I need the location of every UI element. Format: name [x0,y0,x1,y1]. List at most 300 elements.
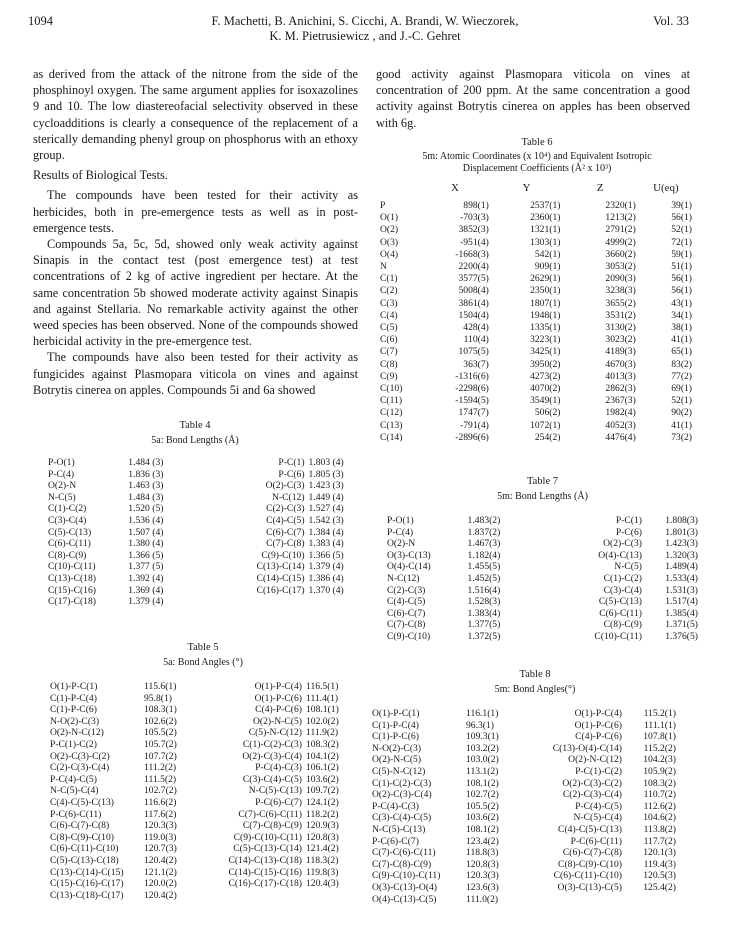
table-caption-line-2: Displacement Coefficients (Å² x 10³) [462,163,612,174]
table-cell: O(1)-P-C(4) [574,708,622,719]
author-line [160,14,570,44]
table-cell: 38(1) [671,322,692,334]
table-cell: 4052(3) [605,419,636,431]
table-cell: C(2)-C(3) [266,503,305,515]
table-cell: C(13)-C(18)-C(17) [50,889,124,901]
table-cell: 1.320(3) [665,549,698,561]
table-cell: 506(2) [534,407,561,419]
table-row [378,298,694,310]
table-cell: C(15)-C(16) [48,584,96,596]
table-cell: P-C(1)-C(2) [50,738,97,750]
table-row [46,457,350,469]
table-row [378,322,694,334]
table-cell: 125.4(2) [643,881,676,893]
table-cell: 2862(3) [605,383,636,395]
table-cell: C(2)-C(3) [387,584,426,596]
table-cell: N [380,261,387,273]
table-cell: 108.3(1) [144,704,177,716]
table-cell: 3023(2) [605,334,636,346]
table-cell: C(13)-C(18) [48,572,96,584]
table-cell: 110.7(2) [643,789,676,801]
table-cell: C(6)-C(11)-C(10) [553,870,622,882]
table-cell: O(3)-C(13) [387,549,431,561]
table-cell: C(6)-C(7)-C(8) [562,847,622,859]
table-cell: 3223(1) [530,334,561,346]
table-cell: 95.8(1) [144,692,172,704]
table-cell: 1.449 (4) [308,491,344,503]
table-cell: 72(1) [671,236,692,248]
table-cell: 109.7(2) [306,785,339,797]
table-cell: 3861(4) [458,297,489,309]
table-cell: O(2)-C(3)-C(4) [242,750,302,762]
table-row [46,515,350,527]
table-cell: P-C(6)-C(11) [570,835,622,847]
table-cell: 41(1) [671,334,692,346]
table-row [378,359,694,371]
table-cell: C(10)-C(11) [48,561,96,573]
table-cell: C(4)-C(5) [387,596,426,608]
table-cell: P-C(6) [278,468,305,480]
table-row [46,538,350,550]
table-cell: 118.8(3) [466,847,499,859]
table-cell: 1.484 (3) [128,491,164,503]
table-cell: 4273(2) [530,370,561,382]
table-row [370,731,678,743]
table-cell: O(1)-P-C(6) [574,719,622,731]
table-cell: -951(4) [460,236,489,248]
table-cell: P-C(6)-C(7) [255,796,302,808]
table-cell: N-C(5)-C(4) [50,785,99,797]
table-cell: -703(3) [460,212,489,224]
table-cell: N-C(5)-C(13) [248,785,302,797]
table-cell: 1504(4) [458,309,489,321]
table-cell: 2367(3) [605,395,636,407]
table-cell: C(7)-C(8)-C(9) [372,858,432,870]
table-cell: C(3)-C(4)-C(5) [242,773,302,785]
table-cell: 113.1(2) [466,765,499,777]
table-cell: 4670(3) [605,358,636,370]
table-cell: 102.7(2) [144,785,177,797]
table-row [48,878,352,890]
table-cell: 1.366 (5) [308,549,344,561]
table-cell: 118.3(2) [306,854,339,866]
table-cell: 1.423(3) [665,538,698,550]
table-cell: 111.1(1) [643,719,676,731]
table-cell: O(2)-C(3)-C(4) [372,789,432,801]
table-cell: 1.379 (4) [308,561,344,573]
table-cell: 1.377 (5) [128,561,164,573]
table-cell: 119.0(3) [144,831,177,843]
table-cell: C(7) [380,346,398,358]
table-cell: 111.2(2) [144,762,177,774]
table-cell: O(3)-C(13)-C(5) [557,881,622,893]
table-cell: 1.376(5) [665,630,698,642]
table-7 [385,475,700,643]
table-cell: 115.6(1) [144,681,177,692]
table-cell: 4999(2) [605,236,636,248]
table-cell: 109.3(1) [466,731,499,743]
table-cell: C(13) [380,419,403,431]
table-cell: 3852(3) [458,224,489,236]
table-cell: O(4) [380,248,399,260]
table-cell: 3950(2) [530,358,561,370]
table-cell: C(1)-C(2)-C(3) [242,738,302,750]
table-cell: 1.528(3) [467,596,501,608]
table-cell: N-C(5) [614,561,642,573]
table-cell: C(13)-C(14) [256,561,305,573]
table-cell: C(5)-C(13) [48,526,92,538]
table-cell: 103.2(2) [466,742,499,754]
table-cell: P-C(4) [387,526,414,538]
table-cell: C(1)-C(2) [603,572,642,584]
table-row [378,395,694,407]
table-row [385,561,700,573]
table-row [378,285,694,297]
table-cell: 112.6(2) [643,800,676,812]
data-table [385,515,700,643]
table-cell: O(2)-N-C(5) [372,754,422,766]
table-cell: 120.4(2) [144,889,177,901]
table-cell: 428(4) [463,322,489,334]
table-cell: C(6)-C(7)-C(8) [50,820,110,832]
table-cell: 1.384 (4) [308,526,344,538]
table-cell: N-O(2)-C(3) [50,715,100,727]
table-row [385,573,700,585]
table-cell [202,890,304,902]
table-cell: -2298(6) [455,383,489,395]
table-cell: 2360(1) [530,212,561,224]
table-cell: 108.1(1) [306,704,339,716]
table-row [385,538,700,550]
table-row [48,890,352,902]
table-cell: 4070(2) [530,383,561,395]
table-cell: O(3)-C(13)-O(4) [372,881,438,893]
table-cell: C(8) [380,358,398,370]
data-table [48,681,352,901]
table-cell: C(14)-C(13)-C(18) [228,854,302,866]
table-cell: C(5)-N-C(12) [372,765,426,777]
table-cell: C(10) [380,383,403,395]
table-cell: C(3)-C(4) [603,584,642,596]
table-row [48,774,352,786]
table-cell: 105.7(2) [144,738,177,750]
table-cell: P-C(1) [278,457,305,468]
table-cell: 1.386 (4) [308,572,344,584]
table-cell: 3549(1) [530,395,561,407]
left-column [33,66,358,398]
table-cell: 41(1) [671,419,692,431]
table-cell: 1.366 (5) [128,549,164,561]
table-cell: 2350(1) [530,285,561,297]
page-header [0,14,729,54]
table-cell: P-C(6)-C(7) [372,835,419,847]
table-caption: 5m: Bond Lengths (Å) [497,491,588,502]
table-cell: 898(1) [463,200,489,211]
table-cell: 1.383(4) [467,607,501,619]
table-cell: 1948(1) [530,309,561,321]
table-title: Table 6 [521,137,553,148]
table-cell: 1.377(5) [467,619,501,631]
table-cell: C(16)-C(17)-C(18) [228,878,302,890]
table-cell: 1213(2) [605,212,636,224]
table-cell: 120.4(3) [306,878,339,890]
table-cell: 542(1) [534,248,561,260]
table-row [48,693,352,705]
table-cell: O(2)-N [48,480,77,492]
table-cell: 3577(5) [458,273,489,285]
table-cell: 51(1) [671,261,692,273]
table-cell: C(9)-C(10)-C(11) [233,831,302,843]
table-cell: 1982(4) [605,407,636,419]
table-cell: 111.9(2) [306,727,339,739]
table-cell: C(11) [380,395,403,407]
table-cell: C(1) [380,273,398,285]
table-cell: 116.5(1) [306,681,339,692]
table-cell: 3660(2) [605,248,636,260]
table-cell: 1.484 (3) [128,457,164,468]
table-cell: 363(7) [463,358,489,370]
table-row [378,200,694,212]
table-row [46,596,350,608]
table-cell: 119.4(3) [643,858,676,870]
coordinates-table [378,181,694,444]
table-row [48,809,352,821]
table-cell: 3425(1) [530,346,561,358]
table-cell: 1.808(3) [665,515,698,526]
table-row [378,432,694,444]
paragraph: good activity against Plasmopara viticola on vines at concentration of 200 ppm. At the same concentration a good activity against Botrytis cinerea on apples has been observed with 6g. [376,67,690,130]
table-cell: P-C(6)-C(11) [50,808,102,820]
table-row [378,420,694,432]
table-cell [219,596,306,608]
table-cell: 105.5(2) [466,800,499,812]
table-row [48,843,352,855]
table-cell: 123.4(2) [466,835,499,847]
table-cell: C(6)-C(11)-C(10) [50,843,119,855]
table-cell: C(4)-P-C(6) [255,704,302,716]
table-8 [370,668,700,905]
column-header [378,181,419,200]
table-cell: 43(1) [671,297,692,309]
table-5 [48,641,358,901]
table-cell: C(1)-P-C(4) [50,692,97,704]
table-cell: 1.371(5) [665,619,698,631]
table-cell: 104.2(3) [643,754,676,766]
table-cell: C(4) [380,309,398,321]
table-cell: 96.3(1) [466,719,494,731]
table-cell: 119.8(3) [306,866,339,878]
table-cell: N-C(12) [387,572,420,584]
table-cell: 1.531(3) [665,584,698,596]
table-row [385,631,700,643]
table-cell: O(3) [380,236,399,248]
table-cell: 1.489(4) [665,561,698,573]
table-cell: N-C(12) [272,491,305,503]
table-row [48,797,352,809]
table-cell: C(1)-P-C(4) [372,719,419,731]
table-row [48,727,352,739]
table-cell: 103.6(2) [306,773,339,785]
table-cell: 116.1(1) [466,708,499,719]
table-cell: 113.8(2) [643,823,676,835]
table-row [378,310,694,322]
table-cell: C(7)-C(8) [266,538,305,550]
table-cell: C(1)-C(2)-C(3) [372,777,432,789]
table-cell: 3238(3) [605,285,636,297]
table-cell: C(12) [380,407,403,419]
table-cell: 1.380 (4) [128,538,164,550]
table-cell: 103.6(2) [466,812,499,824]
table-cell: 69(1) [671,383,692,395]
table-cell: C(8)-C(9)-C(10) [558,858,622,870]
table-cell: C(4)-C(5) [266,514,305,526]
authors-line-2: K. M. Pietrusiewicz , and J.-C. Gehret [269,29,461,43]
table-caption: 5a: Bond Lengths (Å) [151,435,239,446]
table-cell [304,890,352,902]
table-cell [624,894,678,906]
table-cell: 116.6(2) [144,796,177,808]
table-cell: P-C(4)-C(3) [255,762,302,774]
table-cell: 1.805 (3) [308,468,344,480]
table-cell: 1303(1) [530,236,561,248]
table-cell: O(2)-C(3) [603,538,642,550]
table-cell: 102.6(2) [144,715,177,727]
table-cell: 115.2(2) [643,742,676,754]
table-row [378,407,694,419]
table-cell: C(6)-C(7) [266,526,305,538]
table-cell: 120.9(3) [306,820,339,832]
table-caption: 5a: Bond Angles (°) [163,657,243,668]
table-cell: 117.7(2) [643,835,676,847]
table-cell: 106.1(2) [306,762,339,774]
table-cell: C(6)-C(7) [387,607,426,619]
table-row [48,751,352,763]
table-cell: 1335(1) [530,322,561,334]
table-cell: 1.379 (4) [128,596,164,608]
table-cell: 1.385(4) [665,607,698,619]
table-cell: 2537(1) [530,200,561,211]
table-row [48,762,352,774]
paragraph: as derived from the attack of the nitrone from the side of the phosphinoyl oxygen. The same argument applies for isoxazolines 9 and 10. The low diastereofacial selectivity observed in these cycloadditions is clearly a consequence of the replacement of a sterically demanding phenyl group on phosphorus with an ethoxy group. [33,67,358,163]
table-cell: C(5)-C(13) [598,596,642,608]
table-row [385,608,700,620]
column-header: U(eq) [653,182,679,194]
table-cell: 1.392 (4) [128,572,164,584]
table-cell: C(16)-C(17) [256,584,305,596]
table-4 [40,419,350,608]
table-cell: -1668(3) [455,248,489,260]
table-cell: N-C(5)-C(4) [573,812,622,824]
table-row [370,708,678,720]
table-cell: P [380,200,386,211]
table-row [48,855,352,867]
table-cell: 120.0(2) [144,878,177,890]
table-cell [307,596,350,608]
table-cell: 107.8(1) [643,731,676,743]
table-cell: 110(4) [463,334,489,346]
table-cell: 1075(5) [458,346,489,358]
table-row [46,492,350,504]
table-row [370,766,678,778]
table-cell: P-C(4) [48,468,75,480]
table-row [48,681,352,693]
table-cell: 1.536 (4) [128,514,164,526]
table-caption-line-1: 5m: Atomic Coordinates (x 10⁴) and Equivalent Isotropic [422,151,652,162]
table-cell: C(9)-C(10) [387,630,431,642]
table-cell: C(5)-N-C(12) [248,727,302,739]
table-cell: 102.0(2) [306,715,339,727]
section-heading: Results of Biological Tests. [33,168,168,183]
table-cell: O(1)-P-C(4) [254,681,302,692]
table-cell: 120.4(2) [144,854,177,866]
table-cell: 1.527 (4) [308,503,344,515]
table-row [378,212,694,224]
table-cell: P-C(1)-C(2) [575,765,622,777]
table-cell: 105.9(2) [643,765,676,777]
table-cell: 111.0(2) [466,893,499,905]
table-cell: 52(1) [671,224,692,236]
table-row [385,619,700,631]
table-cell: 1.837(2) [467,526,501,538]
table-cell: 3130(2) [605,322,636,334]
table-cell: C(9)-C(10) [261,549,305,561]
table-row [378,383,694,395]
table-cell: P-C(4)-C(5) [50,773,97,785]
column-header: Y [522,182,531,194]
table-cell: 2090(3) [605,273,636,285]
data-table [370,708,678,905]
table-cell: O(4)-C(13)-C(5) [372,893,437,905]
table-cell: 2200(4) [458,261,489,273]
table-cell: N-C(5)-C(13) [372,823,426,835]
volume-number: Vol. 33 [653,14,689,28]
table-cell: C(5)-C(13)-C(18) [50,854,119,866]
table-cell: O(2)-N-C(5) [252,715,302,727]
table-cell: 102.7(2) [466,789,499,801]
table-title: Table 5 [187,642,219,653]
table-title: Table 4 [179,420,211,431]
table-cell: C(2)-C(3)-C(4) [562,789,622,801]
table-row [378,273,694,285]
table-cell: P-C(4)-C(3) [372,800,419,812]
table-row [48,867,352,879]
table-cell: 1.372(5) [467,630,501,642]
table-cell: -791(4) [460,419,489,431]
table-cell: 909(1) [534,261,561,273]
table-cell: 1.483(2) [467,515,501,526]
table-cell: 3053(2) [605,261,636,273]
table-row [370,824,678,836]
data-table [46,457,350,608]
table-cell: 1.463 (3) [128,480,164,492]
table-cell: 1747(7) [458,407,489,419]
paragraph: Compounds 5a, 5c, 5d, showed only weak activity against Sinapis in the contact test (post emergence test) at test concentrations of 2 kg of active ingredient per hectare. At the same concentration 5b showed moderate activity against Sinapis and against Stellaria. No remarkable activity against the other weed species has been observed. None of the compounds showed herbicidal activity in the pre-emergence test. [33,237,358,349]
table-cell: 2320(1) [605,200,636,211]
table-cell: C(7)-C(8)-C(9) [242,820,302,832]
table-row [378,224,694,236]
table-cell: 52(1) [671,395,692,407]
table-row [46,573,350,585]
table-cell: C(13)-C(14)-C(15) [50,866,124,878]
paragraph: The compounds have also been tested for their activity as fungicides against Plasmopara viticola on vines and against Botrytis cinerea on apples. Compounds 5i and 6a showed [33,350,358,397]
table-cell: 56(1) [671,273,692,285]
table-row [46,469,350,481]
table-cell: 117.6(2) [144,808,177,820]
table-cell: 108.3(2) [643,777,676,789]
table-row [370,894,678,906]
table-cell: C(7)-C(6)-C(11) [372,847,436,859]
table-row [48,716,352,728]
